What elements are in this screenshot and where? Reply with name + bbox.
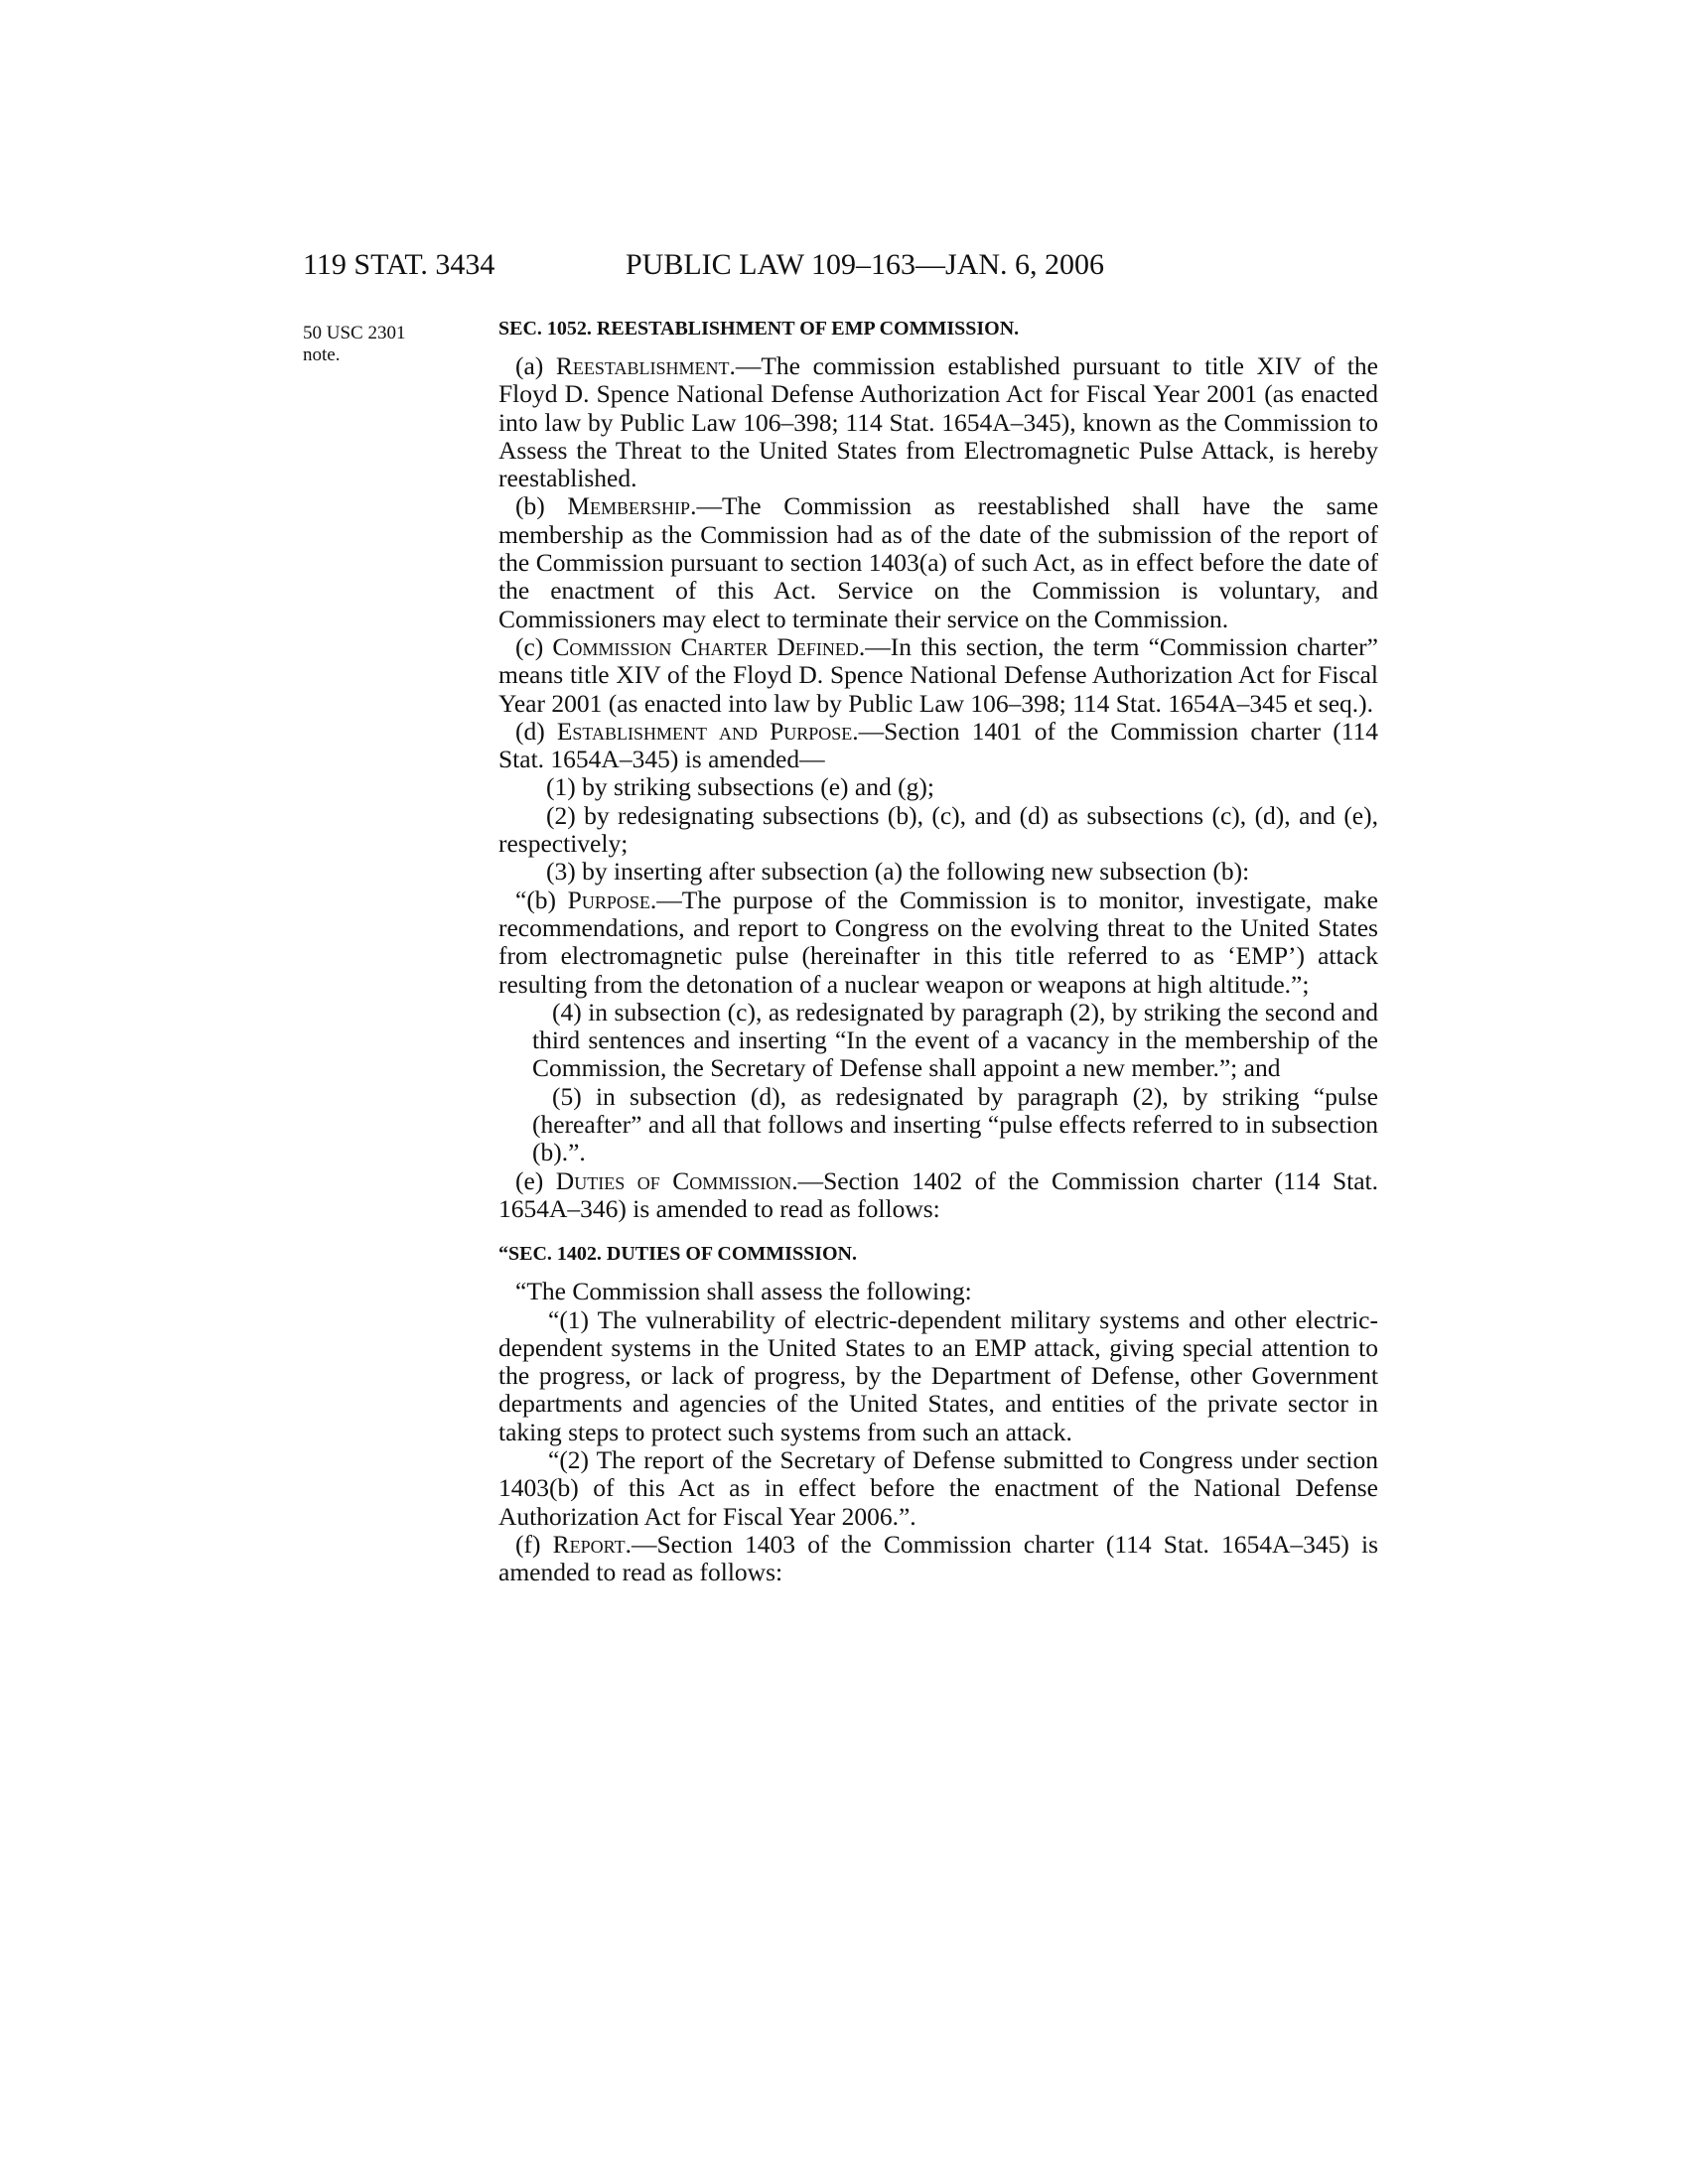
paragraph-d2: (2) by redesignating subsections (b), (c), and (d) as subsections (c), (d), and (e), respectively; <box>498 800 1378 859</box>
document-body <box>498 316 1378 1586</box>
public-law-header: PUBLIC LAW 109–163—JAN. 6, 2006 <box>626 248 1105 281</box>
margin-note <box>303 323 472 366</box>
subsection-f: (f) Report.—Section 1403 of the Commission charter (114 Stat. 1654A–345) is amended to read as follows: <box>498 1529 1379 1587</box>
subsection-a: (a) Reestablishment.—The commission established pursuant to title XIV of the Floyd D. Spence National Defense Authorization Act for Fiscal Year 2001 (as enacted into law by Public Law 106–398; 114 Stat. 1654A–345), known as the Commission to Assess the Threat to the United States from Electromagnetic Pulse Attack, is hereby reestablished. <box>498 351 1378 493</box>
subsection-d-caption: Establishment and Purpose <box>556 716 853 746</box>
subsection-c-caption: Commission Charter Defined <box>552 631 859 661</box>
subsection-e-caption: Duties of Commission <box>555 1165 792 1195</box>
section-1402-heading: “SEC. 1402. DUTIES OF COMMISSION. <box>498 1243 857 1266</box>
section-1402-item-2: “(2) The report of the Secretary of Defense submitted to Congress under section 1403(b) of this Act as in effect before the enactment of the National Defense Authorization Act for Fiscal Year 2006.”. <box>498 1444 1378 1531</box>
subsection-b: (b) Membership.—The Commission as reestablished shall have the same membership as the Commission had as of the date of the submission of the report of the Commission pursuant to section 1403(a) of such Act, as in effect before the date of the enactment of this Act. Service on the Commission is voluntary, and Commissioners may elect to terminate their service on the Commission. <box>498 491 1379 633</box>
purpose-caption: Purpose <box>567 885 650 914</box>
statute-page-number: 119 STAT. 3434 <box>303 248 495 281</box>
subsection-c: (c) Commission Charter Defined.—In this section, the term “Commission charter” means title XIV of the Floyd D. Spence National Defense Authorization Act for Fiscal Year 2001 (as enacted into law by Public Law 106–398; 114 Stat. 1654A–345 et seq.). <box>498 631 1378 718</box>
subsection-f-caption: Report <box>552 1529 626 1559</box>
subsection-a-caption: Reestablishment <box>555 351 730 380</box>
section-1402-item-1: “(1) The vulnerability of electric-dependent military systems and other electric-dependent systems in the United States to an EMP attack, giving special attention to the progress, or lack of progress, by the Department of Defense, other Government departments and agencies of the United States, and entities of the private sector in taking steps to protect such systems from such an attack. <box>498 1304 1378 1446</box>
margin-note-citation: 50 USC 2301 <box>303 323 406 343</box>
paragraph-d3: (3) by inserting after subsection (a) the following new subsection (b): <box>546 857 1250 887</box>
section-1402-intro: “The Commission shall assess the following: <box>515 1277 972 1306</box>
margin-note-suffix: note. <box>303 344 341 365</box>
subsection-d: (d) Establishment and Purpose.—Section 1401 of the Commission charter (114 Stat. 1654A–345) is amended— <box>498 716 1378 774</box>
subsection-b-caption: Membership <box>567 491 691 521</box>
paragraph-d1: (1) by striking subsections (e) and (g); <box>546 772 934 802</box>
section-1052-heading: SEC. 1052. REESTABLISHMENT OF EMP COMMISSION. <box>498 318 1020 340</box>
inserted-purpose-subsection: “(b) Purpose.—The purpose of the Commission is to monitor, investigate, make recommendations, and report to Congress on the evolving threat to the United States from electromagnetic pulse (hereinafter in this title referred to as ‘EMP’) attack resulting from the detonation of a nuclear weapon or weapons at high altitude.”; <box>498 885 1378 999</box>
paragraph-d5: (5) in subsection (d), as redesignated by paragraph (2), by striking “pulse (hereafter” and all that follows and inserting “pulse effects referred to in subsection (b).”. <box>532 1081 1378 1167</box>
paragraph-d4: (4) in subsection (c), as redesignated by paragraph (2), by striking the second and third sentences and inserting “In the event of a vacancy in the membership of the Commission, the Secretary of Defense shall appoint a new member.”; and <box>532 997 1378 1083</box>
subsection-e: (e) Duties of Commission.—Section 1402 of the Commission charter (114 Stat. 1654A–346) is amended to read as follows: <box>498 1165 1378 1223</box>
